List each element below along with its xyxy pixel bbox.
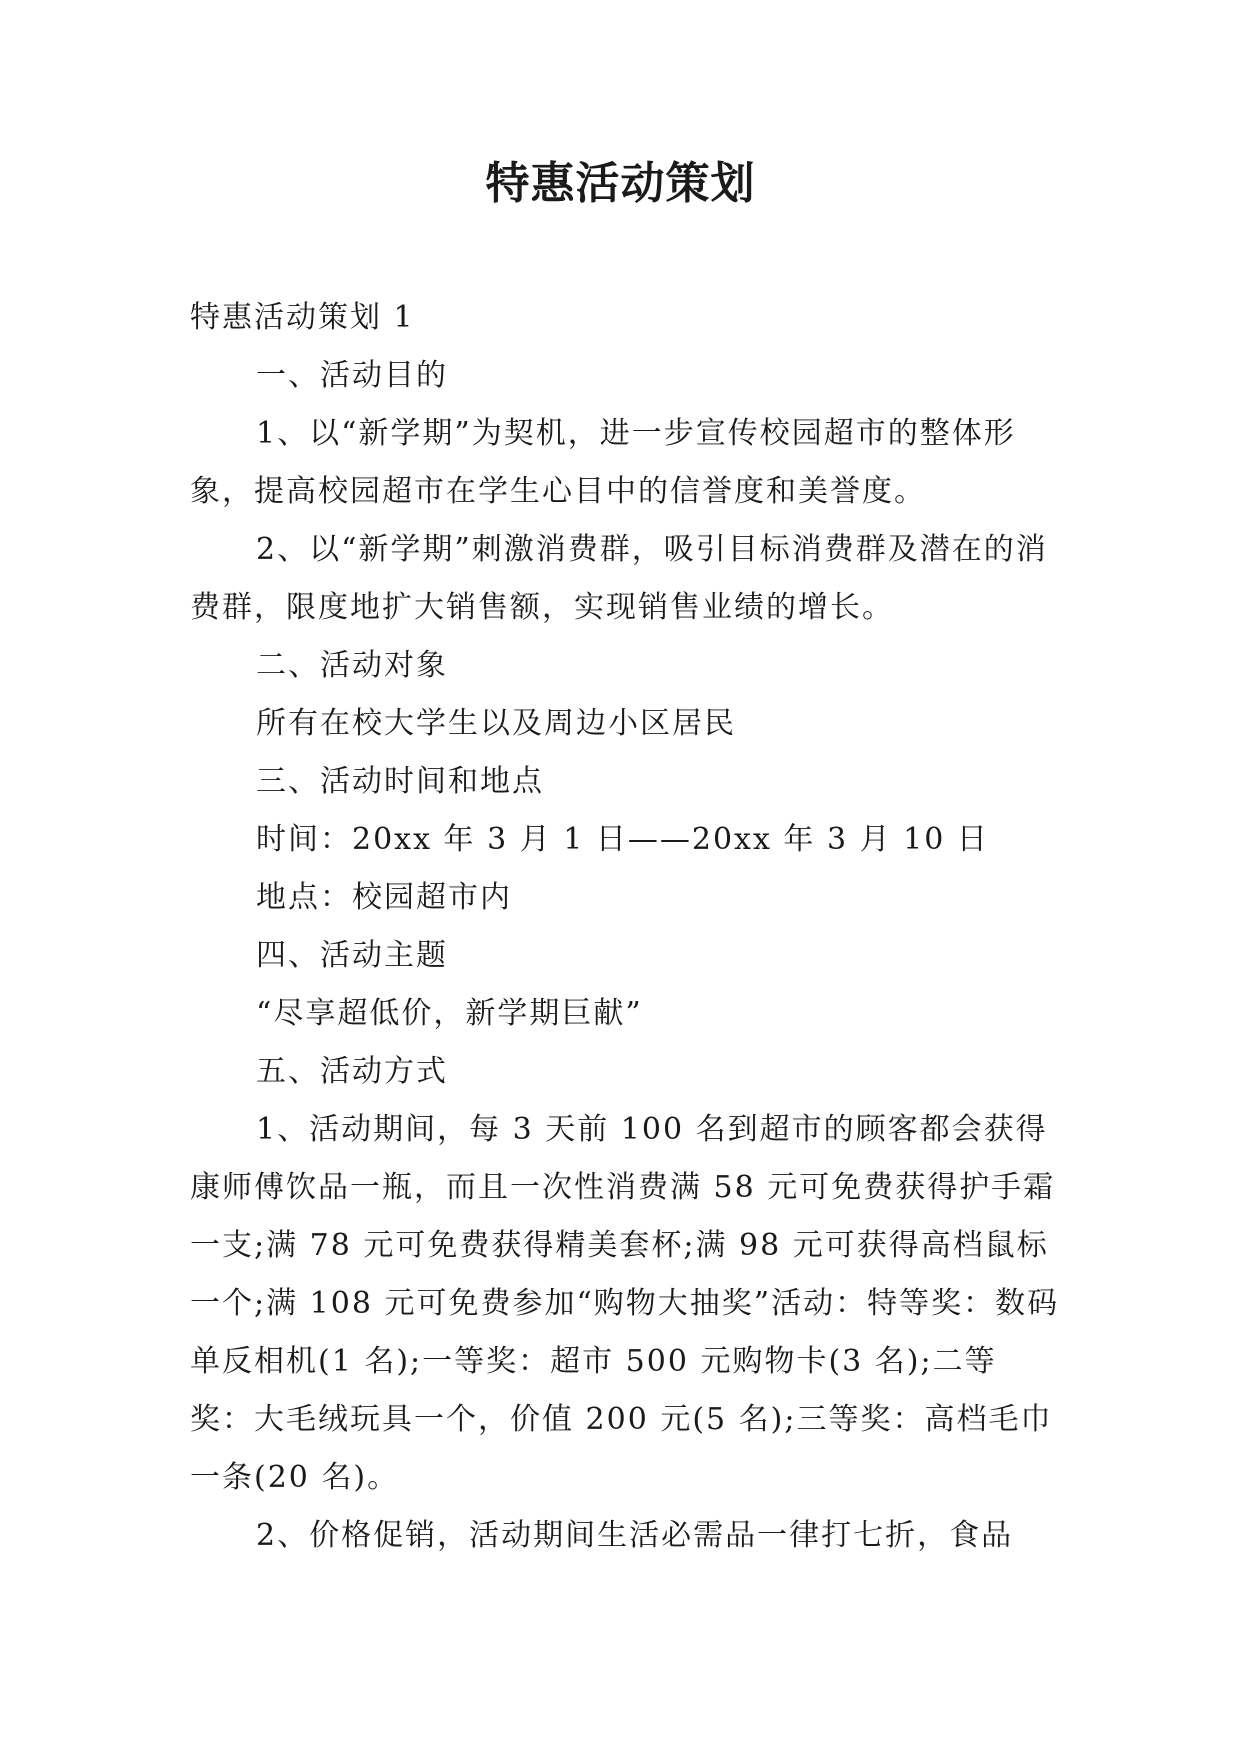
section-heading-theme: 四、活动主题: [256, 938, 448, 973]
paragraph-method-1: 1、活动期间，每 3 天前 100 名到超市的顾客都会获得康师傅饮品一瓶，而且一次性消费满 58 元可免费获得护手霜一支;满 78 元可免费获得精美套杯;满 98 元可获得高档鼠标一个;满 108 元可免费参加“购物大抽奖”活动：特等奖：数码单反相机(1 名);一等奖：超市 500 元购物卡(3 名);二等奖：大毛绒玩具一个，价值 200 元(5 名);三等奖：高档毛巾一条(20 名)。: [190, 1112, 1060, 1495]
paragraph-purpose-1: 1、以“新学期”为契机，进一步宣传校园超市的整体形象，提高校园超市在学生心目中的信誉度和美誉度。: [190, 416, 1016, 509]
paragraph-method-2: 2、价格促销，活动期间生活必需品一律打七折，食品: [256, 1518, 1014, 1553]
paragraph-place: 地点：校园超市内: [256, 880, 512, 915]
section-heading-purpose: 一、活动目的: [256, 358, 448, 393]
section-heading-method: 五、活动方式: [256, 1054, 448, 1089]
paragraph-theme: “尽享超低价，新学期巨献”: [256, 996, 643, 1031]
paragraph-time: 时间：20xx 年 3 月 1 日——20xx 年 3 月 10 日: [256, 822, 989, 857]
paragraph-purpose-2: 2、以“新学期”刺激消费群，吸引目标消费群及潜在的消费群，限度地扩大销售额，实现销售业绩的增长。: [190, 532, 1048, 625]
paragraph-audience: 所有在校大学生以及周边小区居民: [256, 706, 736, 741]
document-subtitle: 特惠活动策划 1: [190, 300, 415, 335]
section-heading-audience: 二、活动对象: [256, 648, 448, 683]
document-body: [190, 289, 1060, 1565]
section-heading-time-place: 三、活动时间和地点: [256, 764, 544, 799]
page-title: 特惠活动策划: [485, 158, 756, 209]
